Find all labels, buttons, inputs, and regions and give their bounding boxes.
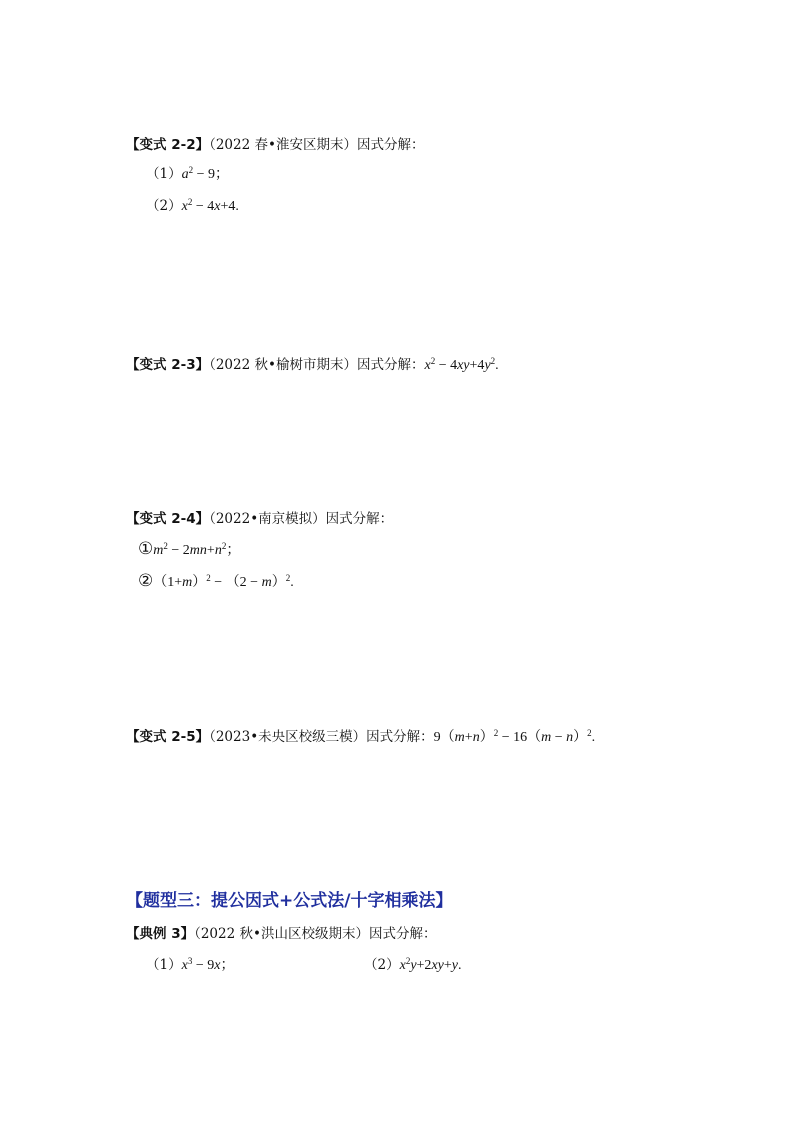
part-number: ②: [138, 571, 154, 591]
part-number: ①: [138, 539, 154, 559]
example-source: （2022 秋•洪山区校级期末）因式分解：: [194, 926, 437, 942]
math-expression: $a^2 - 9$；: [181, 165, 229, 182]
part-number: （1）: [146, 166, 182, 182]
exercise-2-3: [126, 356, 499, 375]
math-expression: $9(m+n)^2 - 16(m - n)^2$.: [433, 728, 596, 745]
example-3-part-2: [364, 956, 462, 975]
exercise-2-4-part-2: [138, 572, 294, 592]
math-expression: $x^2 - 4xy+4y^2$.: [424, 356, 499, 373]
exercise-source: （2022•南京模拟）因式分解：: [209, 511, 394, 527]
exercise-2-4-part-1: [138, 540, 240, 560]
part-number: （2）: [364, 957, 400, 973]
exercise-2-2-header: [126, 136, 424, 154]
exercise-2-2-part-2: [146, 197, 239, 216]
exercise-source: （2022 春•淮安区期末）因式分解：: [209, 137, 425, 153]
exercise-2-4-header: [126, 510, 393, 528]
math-expression: $x^2y+2xy+y$.: [399, 956, 462, 973]
exercise-label: 【变式 2-4】: [126, 511, 210, 527]
math-expression: $m^2 - 2mn+n^2$；: [153, 541, 241, 558]
math-expression: $x^2 - 4x+4$.: [181, 197, 239, 214]
exercise-source: （2023•未央区校级三模）因式分解：: [209, 729, 434, 745]
exercise-label: 【变式 2-3】: [126, 357, 210, 373]
example-label: 【典例 3】: [126, 926, 195, 942]
exercise-label: 【变式 2-2】: [126, 137, 210, 153]
exercise-label: 【变式 2-5】: [126, 729, 210, 745]
math-expression: $x^3 - 9x$；: [181, 956, 235, 973]
example-3-header: [126, 925, 436, 943]
part-number: （1）: [146, 957, 182, 973]
exercise-2-5: [126, 728, 595, 747]
math-expression: $(1+m)^2 - (2 - m)^2$.: [153, 573, 294, 590]
exercise-2-2-part-1: [146, 165, 229, 184]
exercise-source: （2022 秋•榆树市期末）因式分解：: [209, 357, 425, 373]
part-number: （2）: [146, 198, 182, 214]
section-heading: 【题型三：提公因式+公式法/十字相乘法】: [126, 891, 453, 911]
example-3-part-1: [146, 956, 234, 975]
